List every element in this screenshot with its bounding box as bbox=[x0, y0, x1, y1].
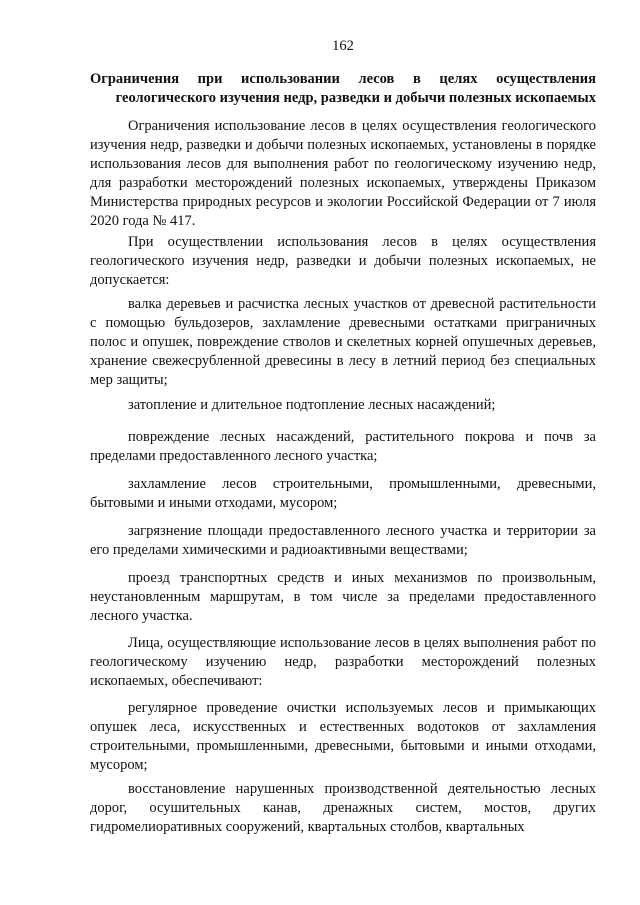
list-item-vehicles: проезд транспортных средств и иных механизмов по произвольным, неустановленным маршрутам, в том числе за пределами предоставленного лесного участка. bbox=[90, 570, 596, 624]
paragraph-not-allowed: При осуществлении использования лесов в целях осуществления геологического изучения недр, разведки и добычи полезных ископаемых, не допускается: bbox=[90, 234, 596, 288]
list-item-littering: захламление лесов строительными, промышленными, древесными, бытовыми и иными отходами, мусором; bbox=[90, 476, 596, 511]
paragraph-restrictions-intro: Ограничения использование лесов в целях осуществления геологического изучения недр, разведки и добычи полезных ископаемых, установлены в порядке использования лесов для выполнения работ по геологическому изучению недр, для разработки месторождений полезных ископаемых, утверждены Приказом Министерства природных ресурсов и экологии Российской Федерации от 7 июля 2020 года № 417. bbox=[90, 118, 596, 229]
list-item-cleaning: регулярное проведение очистки используемых лесов и примыкающих опушек леса, искусственных и естественных водотоков от захламления строительными, промышленными, древесными, бытовыми и иными отходами, мусором; bbox=[90, 700, 596, 773]
list-item-damage: повреждение лесных насаждений, растительного покрова и почв за пределами предоставленного лесного участка; bbox=[90, 429, 596, 464]
section-heading: Ограничения при использовании лесов в целях осуществления геологического изучения недр, разведки и добычи полезных ископаемых bbox=[90, 71, 596, 106]
paragraph-obligations: Лица, осуществляющие использование лесов в целях выполнения работ по геологическому изучению недр, разработки месторождений полезных ископаемых, обеспечивают: bbox=[90, 635, 596, 689]
list-item-flooding: затопление и длительное подтопление лесных насаждений; bbox=[128, 397, 496, 413]
list-item-felling: валка деревьев и расчистка лесных участков от древесной растительности с помощью бульдозеров, захламление древесными остатками приграничных полос и опушек, повреждение стволов и скелетных корней опушечных деревьев, хранение свежесрубленной древесины в лесу в летний период без специальных мер защиты; bbox=[90, 296, 596, 388]
list-item-restoration: восстановление нарушенных производственной деятельностью лесных дорог, осушительных канав, дренажных систем, мостов, других гидромелиоративных сооружений, квартальных столбов, квартальных bbox=[90, 781, 596, 835]
page-number: 162 bbox=[332, 38, 354, 54]
list-item-pollution: загрязнение площади предоставленного лесного участка и территории за его пределами химическими и радиоактивными веществами; bbox=[90, 523, 596, 558]
